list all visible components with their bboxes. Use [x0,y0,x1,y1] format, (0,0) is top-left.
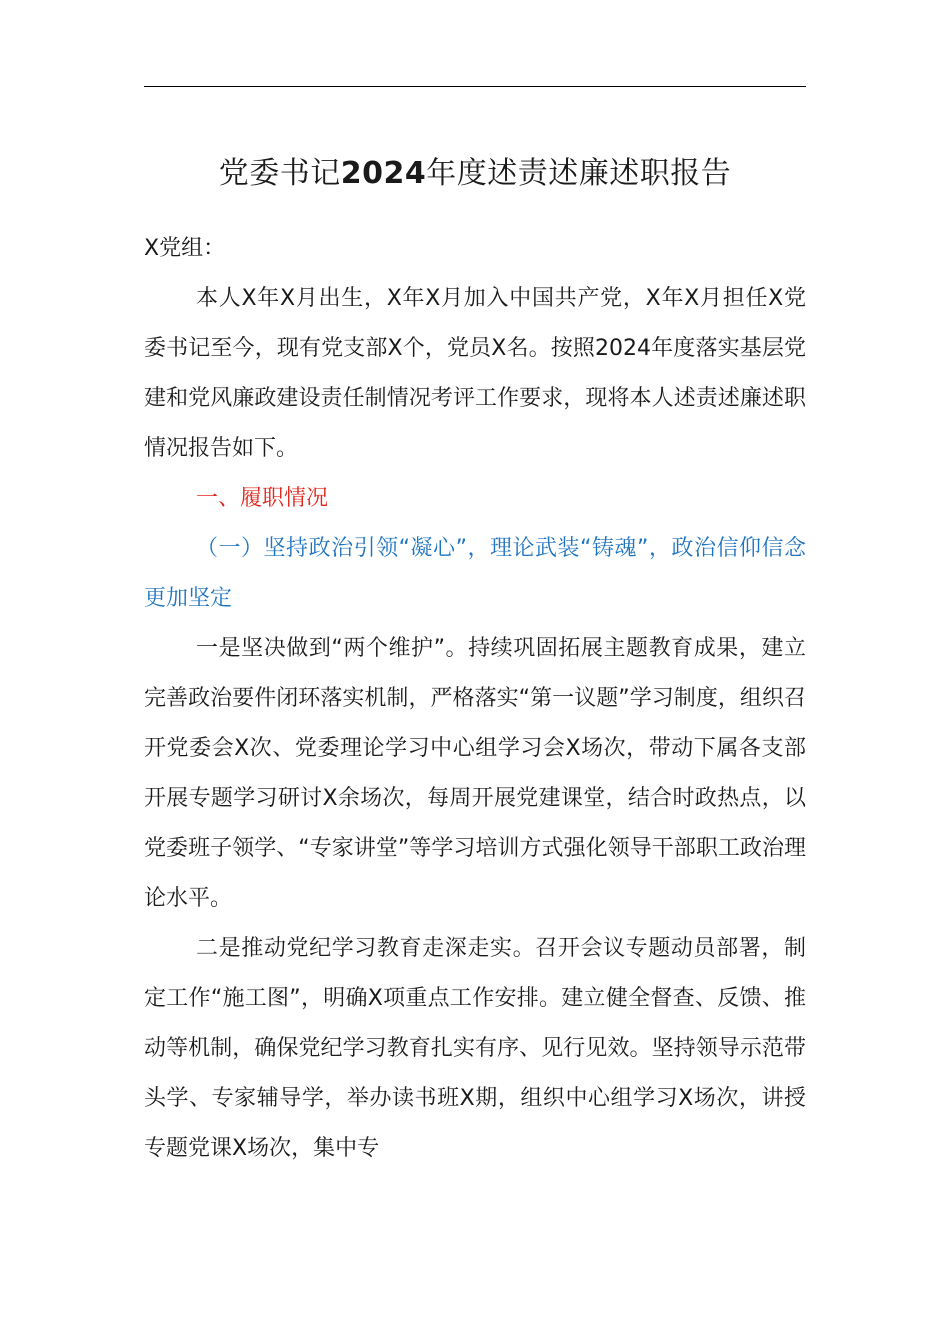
section-heading: 一、履职情况 [196,486,329,511]
subsection-heading: （一）坚持政治引领“凝心”，理论武装“铸魂”，政治信仰信念更加坚定 [144,536,806,611]
title-year: 2024 [340,156,427,191]
salutation: X党组： [144,236,226,261]
title-suffix: 年度述责述廉述职报告 [426,156,732,191]
intro-paragraph: 本人X年X月出生，X年X月加入中国共产党，X年X月担任X党委书记至今，现有党支部X个，党员X名。按照2024年度落实基层党建和党风廉政建设责任制情况考评工作要求，现将本人述责述廉述职情况报告如下。 [144,286,806,461]
header-rule [144,86,806,87]
title-prefix: 党委书记 [218,156,341,191]
body-paragraph-1: 一是坚决做到“两个维护”。持续巩固拓展主题教育成果，建立完善政治要件闭环落实机制，严格落实“第一议题”学习制度，组织召开党委会X次、党委理论学习中心组学习会X场次，带动下属各支部开展专题学习研讨X余场次，每周开展党建课堂，结合时政热点，以党委班子领学、“专家讲堂”等学习培训方式强化领导干部职工政治理论水平。 [144,636,806,911]
page-title [144,150,806,198]
document-body [144,224,806,1174]
body-paragraph-2: 二是推动党纪学习教育走深走实。召开会议专题动员部署，制定工作“施工图”，明确X项重点工作安排。建立健全督查、反馈、推动等机制，确保党纪学习教育扎实有序、见行见效。坚持领导示范带头学、专家辅导学，举办读书班X期，组织中心组学习X场次，讲授专题党课X场次，集中专 [144,936,806,1161]
